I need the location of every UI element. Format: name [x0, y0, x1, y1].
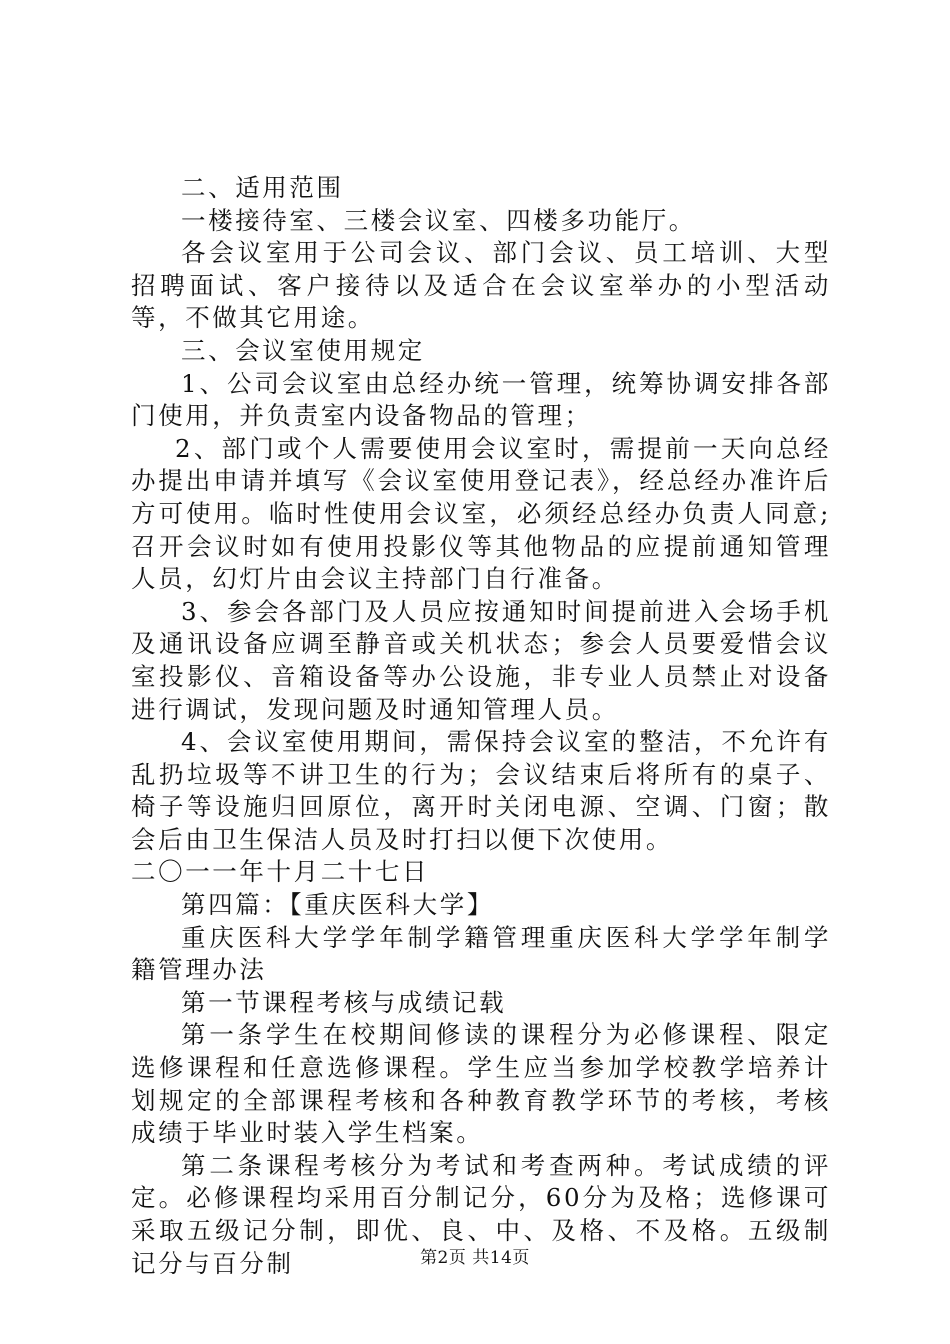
document-body	[131, 172, 831, 1280]
paragraph-scope-rooms: 一楼接待室、三楼会议室、四楼多功能厅。	[181, 205, 696, 235]
chapter-heading: 第四篇：【重庆医科大学】	[181, 890, 494, 920]
document-title: 重庆医科大学学年制学籍管理重庆医科大学学年制学籍管理办法	[131, 922, 831, 985]
paragraph-article-1: 第一条学生在校期间修读的课程分为必修课程、限定选修课程和任意选修课程。学生应当参加学校教学培养计划规定的全部课程考核和各种教育教学环节的考核，考核成绩于毕业时装入学生档案。	[131, 1020, 831, 1148]
paragraph-scope-usage: 各会议室用于公司会议、部门会议、员工培训、大型招聘面试、客户接待以及适合在会议室举办的小型活动等，不做其它用途。	[131, 238, 831, 333]
paragraph-rule-2: 2、部门或个人需要使用会议室时，需提前一天向总经办提出申请并填写《会议室使用登记表》，经总经办准许后方可使用。临时性使用会议室，必须经总经办负责人同意;召开会议时如有使用投影仪等其他物品的应提前通知管理人员，幻灯片由会议主持部门自行准备。	[131, 433, 831, 594]
section-heading-rules: 三、会议室使用规定	[181, 335, 425, 365]
paragraph-rule-4: 4、会议室使用期间，需保持会议室的整洁，不允许有乱扔垃圾等不讲卫生的行为；会议结束后将所有的桌子、椅子等设施归回原位，离开时关闭电源、空调、门窗；散会后由卫生保洁人员及时打扫以便下次使用。	[131, 727, 831, 854]
document-date: 二〇一一年十月二十七日	[131, 857, 430, 887]
paragraph-rule-1: 1、公司会议室由总经办统一管理，统筹协调安排各部门使用，并负责室内设备物品的管理；	[131, 368, 831, 431]
page-number-footer: 第2页 共14页	[420, 1248, 530, 1268]
section-heading-scope: 二、适用范围	[181, 173, 344, 202]
paragraph-article-2: 第二条课程考核分为考试和考查两种。考试成绩的评定。必修课程均采用百分制记分，60分为及格；选修课可采取五级记分制，即优、良、中、及格、不及格。五级制记分与百分制	[131, 1150, 831, 1278]
paragraph-rule-3: 3、参会各部门及人员应按通知时间提前进入会场手机及通讯设备应调至静音或关机状态；参会人员要爱惜会议室投影仪、音箱设备等办公设施，非专业人员禁止对设备进行调试，发现问题及时通知管理人员。	[131, 596, 831, 724]
section-heading-course-assessment: 第一节课程考核与成绩记载	[181, 987, 507, 1017]
